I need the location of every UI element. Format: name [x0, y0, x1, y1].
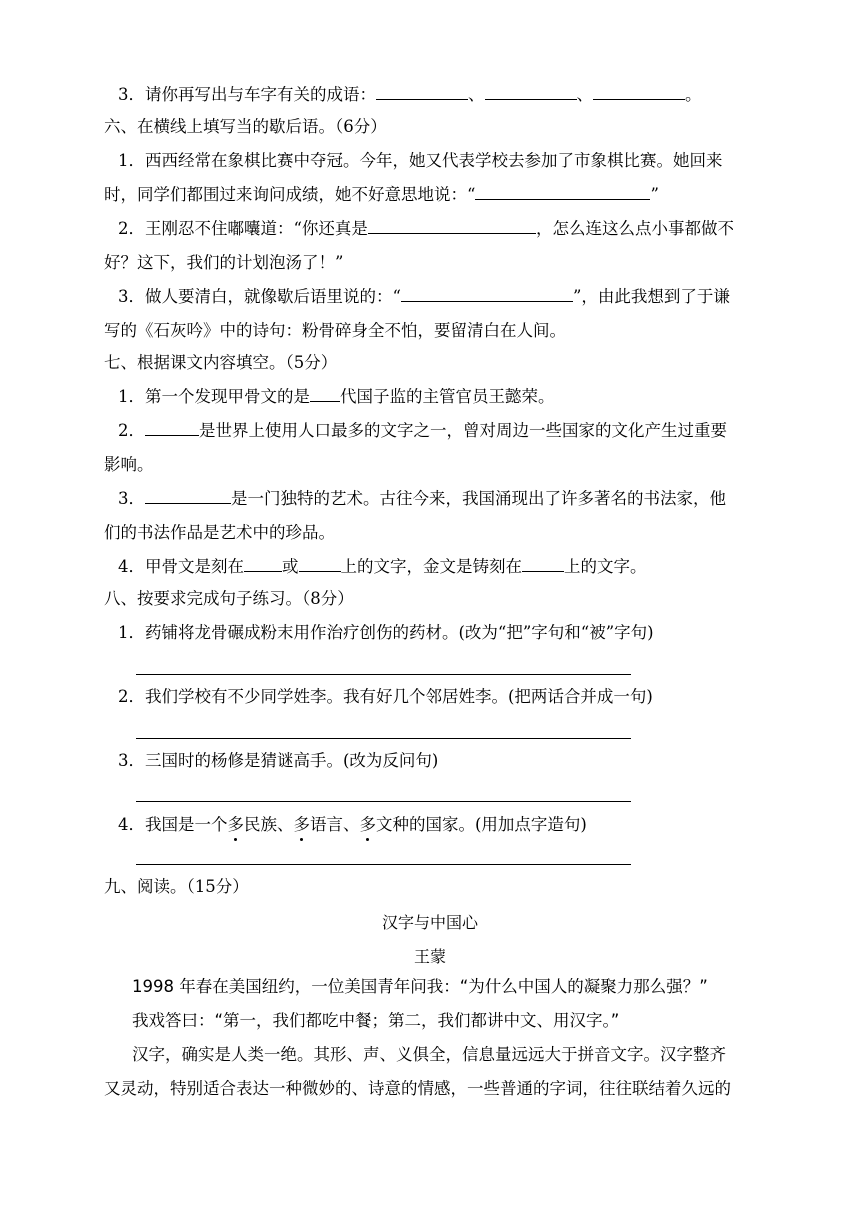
section-8-title: 八、按要求完成句子练习。（8分） — [104, 589, 354, 608]
answer-blank[interactable] — [310, 386, 340, 402]
question-6-1-line2 — [104, 184, 659, 206]
question-7-3-line2: 们的书法作品是艺术中的珍品。 — [104, 523, 335, 542]
answer-blank[interactable] — [522, 556, 564, 572]
question-6-1-line1: 1．西西经常在象棋比赛中夺冠。今年，她又代表学校去参加了市象棋比赛。她回来 — [118, 151, 723, 170]
question-text: 4．我国是一个 — [118, 815, 228, 834]
question-7-2-line2: 影响。 — [104, 455, 154, 474]
answer-blank[interactable] — [475, 184, 650, 200]
question-7-2-line1 — [118, 420, 727, 442]
article-paragraph-1: 1998 年春在美国纽约，一位美国青年问我：“为什么中国人的凝聚力那么强？” — [132, 977, 708, 996]
answer-blank[interactable] — [485, 84, 577, 100]
article-author: 王蒙 — [413, 947, 446, 966]
question-8-4 — [118, 814, 587, 836]
question-text: 是一门独特的艺术。古往今来，我国涌现出了许多著名的书法家，他 — [231, 489, 726, 508]
question-text: 4．甲骨文是刻在 — [118, 557, 244, 576]
question-7-1 — [118, 386, 555, 408]
punctuation: 。 — [685, 85, 702, 104]
answer-blank[interactable] — [401, 286, 573, 302]
question-text: 3．请你再写出与车字有关的成语： — [118, 85, 376, 104]
separator: 、 — [468, 85, 485, 104]
question-6-2-line2: 好？这下，我们的计划泡汤了！” — [104, 253, 344, 272]
question-text: 2．王刚忍不住嘟囔道：“你还真是 — [118, 219, 368, 238]
emphasized-char: 多 — [227, 815, 244, 834]
question-8-1: 1．药铺将龙骨碾成粉末用作治疗创伤的药材。(改为“把”字句和“被”字句) — [118, 623, 654, 642]
question-5-3 — [118, 84, 702, 106]
emphasized-char: 多 — [359, 815, 376, 834]
article-paragraph-2: 我戏答曰：“第一，我们都吃中餐；第二，我们都讲中文、用汉字。” — [132, 1011, 620, 1030]
question-text: 时，同学们都围过来询问成绩，她不好意思地说：“ — [104, 185, 476, 204]
answer-line[interactable] — [136, 738, 631, 739]
question-number: 3． — [118, 489, 145, 508]
question-text: 是世界上使用人口最多的文字之一，曾对周边一些国家的文化产生过重要 — [199, 421, 727, 440]
answer-blank[interactable] — [593, 84, 685, 100]
section-9-title: 九、阅读。（15分） — [104, 877, 249, 896]
answer-blank[interactable] — [368, 218, 536, 234]
answer-blank[interactable] — [145, 488, 231, 504]
question-8-3: 3．三国时的杨修是猜谜高手。(改为反问句) — [118, 751, 439, 770]
article-title: 汉字与中国心 — [381, 913, 478, 932]
question-6-2-line1 — [118, 218, 734, 240]
question-text: 3．做人要清白，就像歇后语里说的：“ — [118, 287, 401, 306]
question-text: 民族、 — [244, 815, 294, 834]
answer-blank[interactable] — [299, 556, 341, 572]
answer-blank[interactable] — [376, 84, 468, 100]
question-8-2: 2．我们学校有不少同学姓李。我有好几个邻居姓李。(把两话合并成一句) — [118, 687, 653, 706]
question-number: 2． — [118, 421, 145, 440]
question-text: 文种的国家。(用加点字造句) — [376, 815, 587, 834]
article-paragraph-3-line1: 汉字，确实是人类一绝。其形、声、义俱全，信息量远远大于拼音文字。汉字整齐 — [132, 1045, 726, 1064]
section-6-title: 六、在横线上填写当的歇后语。（6分） — [104, 117, 387, 136]
section-7-title: 七、根据课文内容填空。（5分） — [104, 353, 338, 372]
question-text: 或 — [282, 557, 299, 576]
answer-line[interactable] — [136, 864, 631, 865]
punctuation: ” — [650, 185, 659, 204]
question-text: 语言、 — [310, 815, 360, 834]
question-text: 上的文字，金文是铸刻在 — [340, 557, 522, 576]
question-7-3-line1 — [118, 488, 726, 510]
answer-line[interactable] — [136, 674, 631, 675]
article-paragraph-3-line2: 又灵动，特别适合表达一种微妙的、诗意的情感，一些普通的字词，往往联结着久远的 — [104, 1079, 731, 1098]
question-6-3-line2: 写的《石灰吟》中的诗句：粉骨碎身全不怕，要留清白在人间。 — [104, 321, 566, 340]
separator: 、 — [576, 85, 593, 104]
question-text: ”，由此我想到了于谦 — [572, 287, 730, 306]
question-6-3-line1 — [118, 286, 730, 308]
answer-line[interactable] — [136, 801, 631, 802]
answer-blank[interactable] — [145, 420, 199, 436]
question-7-4 — [118, 556, 647, 578]
question-text: ，怎么连这么点小事都做不 — [535, 219, 734, 238]
emphasized-char: 多 — [293, 815, 310, 834]
question-text: 1．第一个发现甲骨文的是 — [118, 387, 310, 406]
question-text: 代国子监的主管官员王懿荣。 — [340, 387, 555, 406]
question-text: 上的文字。 — [564, 557, 647, 576]
answer-blank[interactable] — [244, 556, 282, 572]
